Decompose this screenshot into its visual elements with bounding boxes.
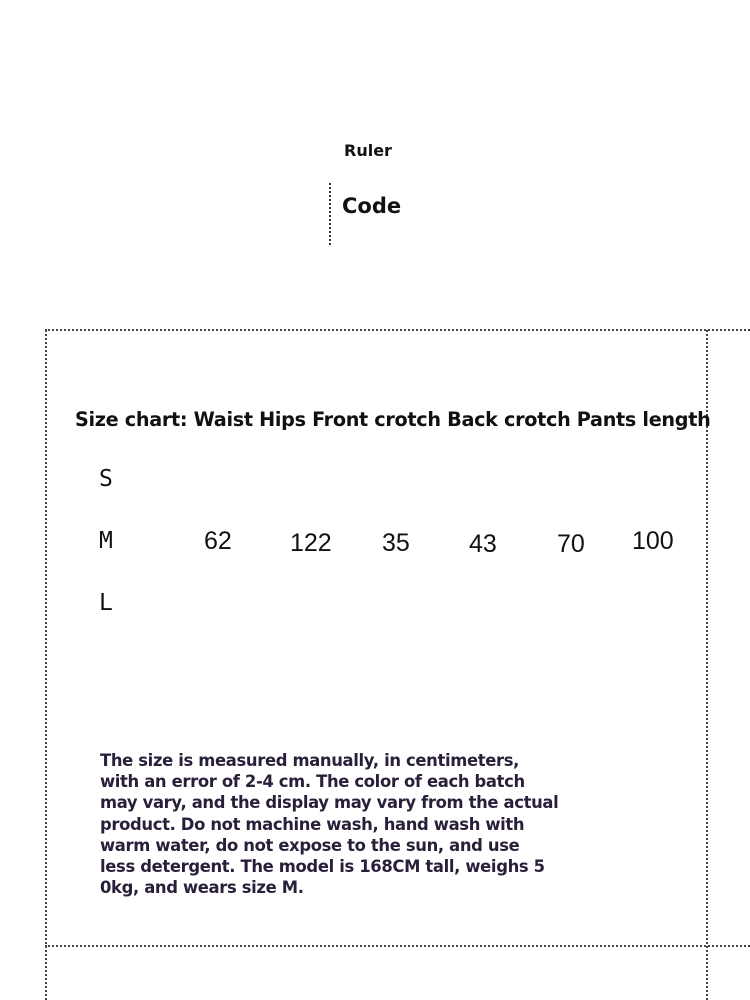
code-label: Code — [342, 194, 402, 218]
size-m-pants-length-value: 70 — [557, 530, 585, 558]
frame-top-border — [45, 329, 750, 331]
size-label-s: S — [99, 466, 113, 492]
size-m-extra-value: 100 — [632, 527, 674, 555]
size-note-line: 0kg, and wears size M. — [100, 878, 304, 898]
size-note-line: warm water, do not expose to the sun, and use — [100, 835, 520, 855]
size-m-back-crotch-value: 43 — [469, 530, 497, 558]
ruler-title: Ruler — [344, 141, 392, 160]
size-label-l: L — [99, 590, 113, 616]
size-note-line: may vary, and the display may vary from the actual — [100, 793, 559, 813]
size-m-hips-value: 122 — [290, 529, 332, 557]
size-note — [100, 750, 560, 898]
ruler-dotted-line — [329, 183, 331, 245]
size-label-m: M — [99, 528, 113, 554]
size-note-line: product. Do not machine wash, hand wash with — [100, 814, 525, 834]
frame-bottom-border — [45, 945, 750, 947]
size-note-line: less detergent. The model is 168CM tall, weighs 5 — [100, 857, 545, 877]
frame-left-border — [45, 330, 47, 1000]
size-note-line: with an error of 2-4 cm. The color of each batch — [100, 772, 525, 792]
size-m-waist-value: 62 — [204, 527, 232, 555]
size-m-front-crotch-value: 35 — [382, 529, 410, 557]
size-chart-header: Size chart: Waist Hips Front crotch Back crotch Pants length — [75, 408, 711, 431]
size-note-line: The size is measured manually, in centimeters, — [100, 751, 519, 770]
